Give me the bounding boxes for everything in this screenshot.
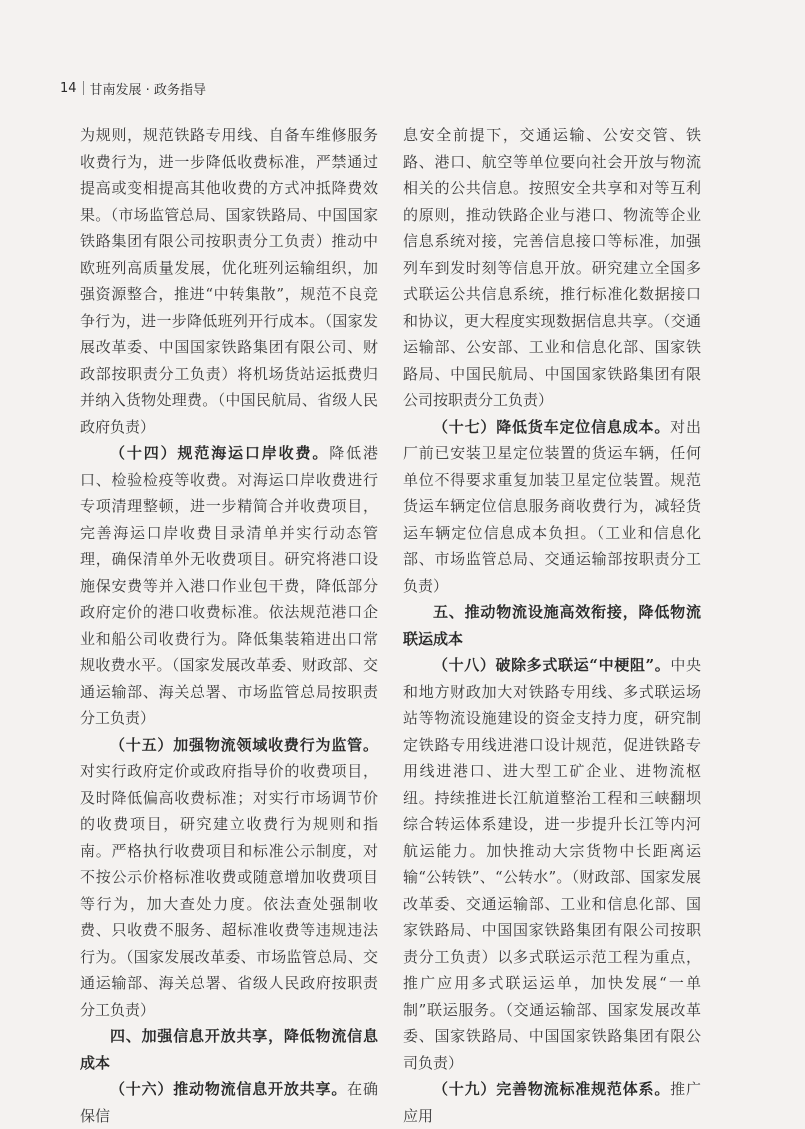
- body-paragraph: [403, 122, 701, 414]
- clause-title: （十六）推动物流信息开放共享。: [110, 1080, 348, 1098]
- paragraph-text: 推广应用: [403, 1080, 701, 1125]
- page-number: 14: [60, 80, 77, 96]
- page-header: [60, 78, 206, 98]
- body-paragraph: [403, 1076, 701, 1129]
- clause-title: （十九）完善物流标准规范体系。: [433, 1080, 671, 1098]
- body-paragraph: [80, 732, 378, 1024]
- section-heading: 五、推动物流设施高效衔接，降低物流联运成本: [403, 603, 701, 648]
- right-column: [403, 122, 701, 1129]
- clause-title: （十七）降低货车定位信息成本。: [433, 417, 671, 436]
- clause-title: （十四）规范海运口岸收费。: [110, 444, 330, 462]
- clause-title: （十八）破除多式联运“中梗阻”。: [433, 656, 671, 674]
- paragraph-text: 对实行政府定价或政府指导价的收费项目，及时降低偏高收费标准；对实行市场调节价的收费项目，研究建立收费行为规则和指南。严格执行收费项目和标准公示制度，对不按公示价格标准收费或随意增加收费项目等行为，加大查处力度。依法查处强制收费、只收费不服务、超标准收费等违规违法行为。（国家发展改革委、市场监管总局、交通运输部、海关总署、省级人民政府按职责分工负责）: [80, 762, 378, 1019]
- header-divider: [83, 81, 84, 95]
- paragraph-text: 对出厂前已安装卫星定位装置的货运车辆，任何单位不得要求重复加装卫星定位装置。规范货运车辆定位信息服务商收费行为，减轻货运车辆定位信息成本负担。（工业和信息化部、市场监管总局、交通运输部按职责分工负责）: [403, 417, 701, 595]
- clause-title: （十五）加强物流领域收费行为监管。: [110, 735, 378, 754]
- body-paragraph: [80, 440, 378, 732]
- paragraph-text: 在确保信: [80, 1080, 378, 1125]
- paragraph-text: 为规则，规范铁路专用线、自备车维修服务收费行为，进一步降低收费标准，严禁通过提高或变相提高其他收费的方式冲抵降费效果。（市场监管总局、国家铁路局、中国国家铁路集团有限公司按职责分工负责）推动中欧班列高质量发展，优化班列运输组织，加强资源整合，推进“中转集散”，规范不良竞争行为，进一步降低班列开行成本。（国家发展改革委、中国国家铁路集团有限公司、财政部按职责分工负责）将机场货站运抵费归并纳入货物处理费。（中国民航局、省级人民政府负责）: [80, 126, 378, 436]
- paragraph-text: 中央和地方财政加大对铁路专用线、多式联运场站等物流设施建设的资金支持力度，研究制定铁路专用线进港口设计规范，促进铁路专用线进港口、进大型工矿企业、进物流枢纽。持续推进长江航道整治工程和三峡翻坝综合转运体系建设，进一步提升长江等内河航运能力。加快推动大宗货物中长距离运输“公转铁”、“公转水”。（财政部、国家发展改革委、交通运输部、工业和信息化部、国家铁路局、中国国家铁路集团有限公司按职责分工负责）以多式联运示范工程为重点，推广应用多式联运运单，加快发展“一单制”联运服务。（交通运输部、国家发展改革委、国家铁路局、中国国家铁路集团有限公司负责）: [403, 656, 701, 1072]
- left-column: [80, 122, 378, 1129]
- body-paragraph: [80, 122, 378, 440]
- body-paragraph: [403, 414, 701, 600]
- body-paragraph: [403, 652, 701, 1076]
- body-paragraph: [80, 1076, 378, 1129]
- publication-title: 甘南发展 · 政务指导: [89, 82, 206, 98]
- paragraph-text: 降低港口、检验检疫等收费。对海运口岸收费进行专项清理整顿，进一步精简合并收费项目，完善海运口岸收费目录清单并实行动态管理，确保清单外无收费项目。研究将港口设施保安费等并入港口作业包干费，降低部分政府定价的港口收费标准。依法规范港口企业和船公司收费行为。降低集装箱进出口常规收费水平。（国家发展改革委、财政部、交通运输部、海关总署、市场监管总局按职责分工负责）: [80, 444, 378, 727]
- section-heading: 四、加强信息开放共享，降低物流信息成本: [80, 1027, 378, 1072]
- paragraph-text: 息安全前提下，交通运输、公安交管、铁路、港口、航空等单位要向社会开放与物流相关的公共信息。按照安全共享和对等互利的原则，推动铁路企业与港口、物流等企业信息系统对接，完善信息接口等标准，加强列车到发时刻等信息开放。研究建立全国多式联运公共信息系统，推行标准化数据接口和协议，更大程度实现数据信息共享。（交通运输部、公安部、工业和信息化部、国家铁路局、中国民航局、中国国家铁路集团有限公司按职责分工负责）: [403, 126, 701, 409]
